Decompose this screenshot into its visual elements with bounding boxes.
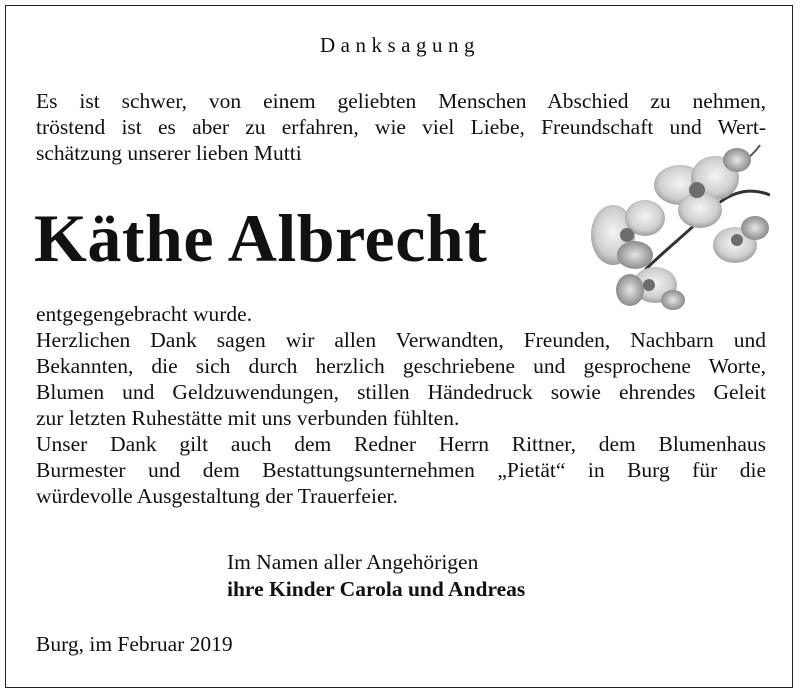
- intro-line: Es ist schwer, von einem geliebten Menschen Abschied zu nehmen,: [36, 89, 766, 113]
- thanks-paragraph: [36, 301, 766, 509]
- deceased-name: Käthe Albrecht: [34, 200, 488, 276]
- body-line: Blumen und Geldzuwendungen, stillen Händedruck sowie ehrendes Geleit: [36, 380, 766, 404]
- body-line: zur letzten Ruhestätte mit uns verbunden fühlten.: [36, 406, 460, 430]
- body-line: würdevolle Ausgestaltung der Trauerfeier.: [36, 484, 398, 508]
- body-line: Unser Dank gilt auch dem Redner Herrn Rittner, dem Blumenhaus: [36, 432, 766, 456]
- orchid-icon: [585, 140, 770, 315]
- signature-intro: Im Namen aller Angehörigen: [227, 550, 479, 574]
- place-date: Burg, im Februar 2019: [36, 632, 233, 656]
- intro-line: tröstend ist es aber zu erfahren, wie viel Liebe, Freundschaft und Wert-: [36, 115, 766, 139]
- notice-heading: Danksagung: [320, 33, 480, 57]
- body-line: Bekannten, die sich durch herzlich geschriebene und gesprochene Worte,: [36, 354, 766, 378]
- body-line: Herzlichen Dank sagen wir allen Verwandten, Freunden, Nachbarn und: [36, 328, 766, 352]
- signature-names: ihre Kinder Carola und Andreas: [227, 577, 526, 601]
- body-line: entgegengebracht wurde.: [36, 302, 253, 326]
- intro-line: schätzung unserer lieben Mutti: [36, 141, 302, 165]
- body-line: Burmester und dem Bestattungsunternehmen „Pietät“ in Burg für die: [36, 458, 766, 482]
